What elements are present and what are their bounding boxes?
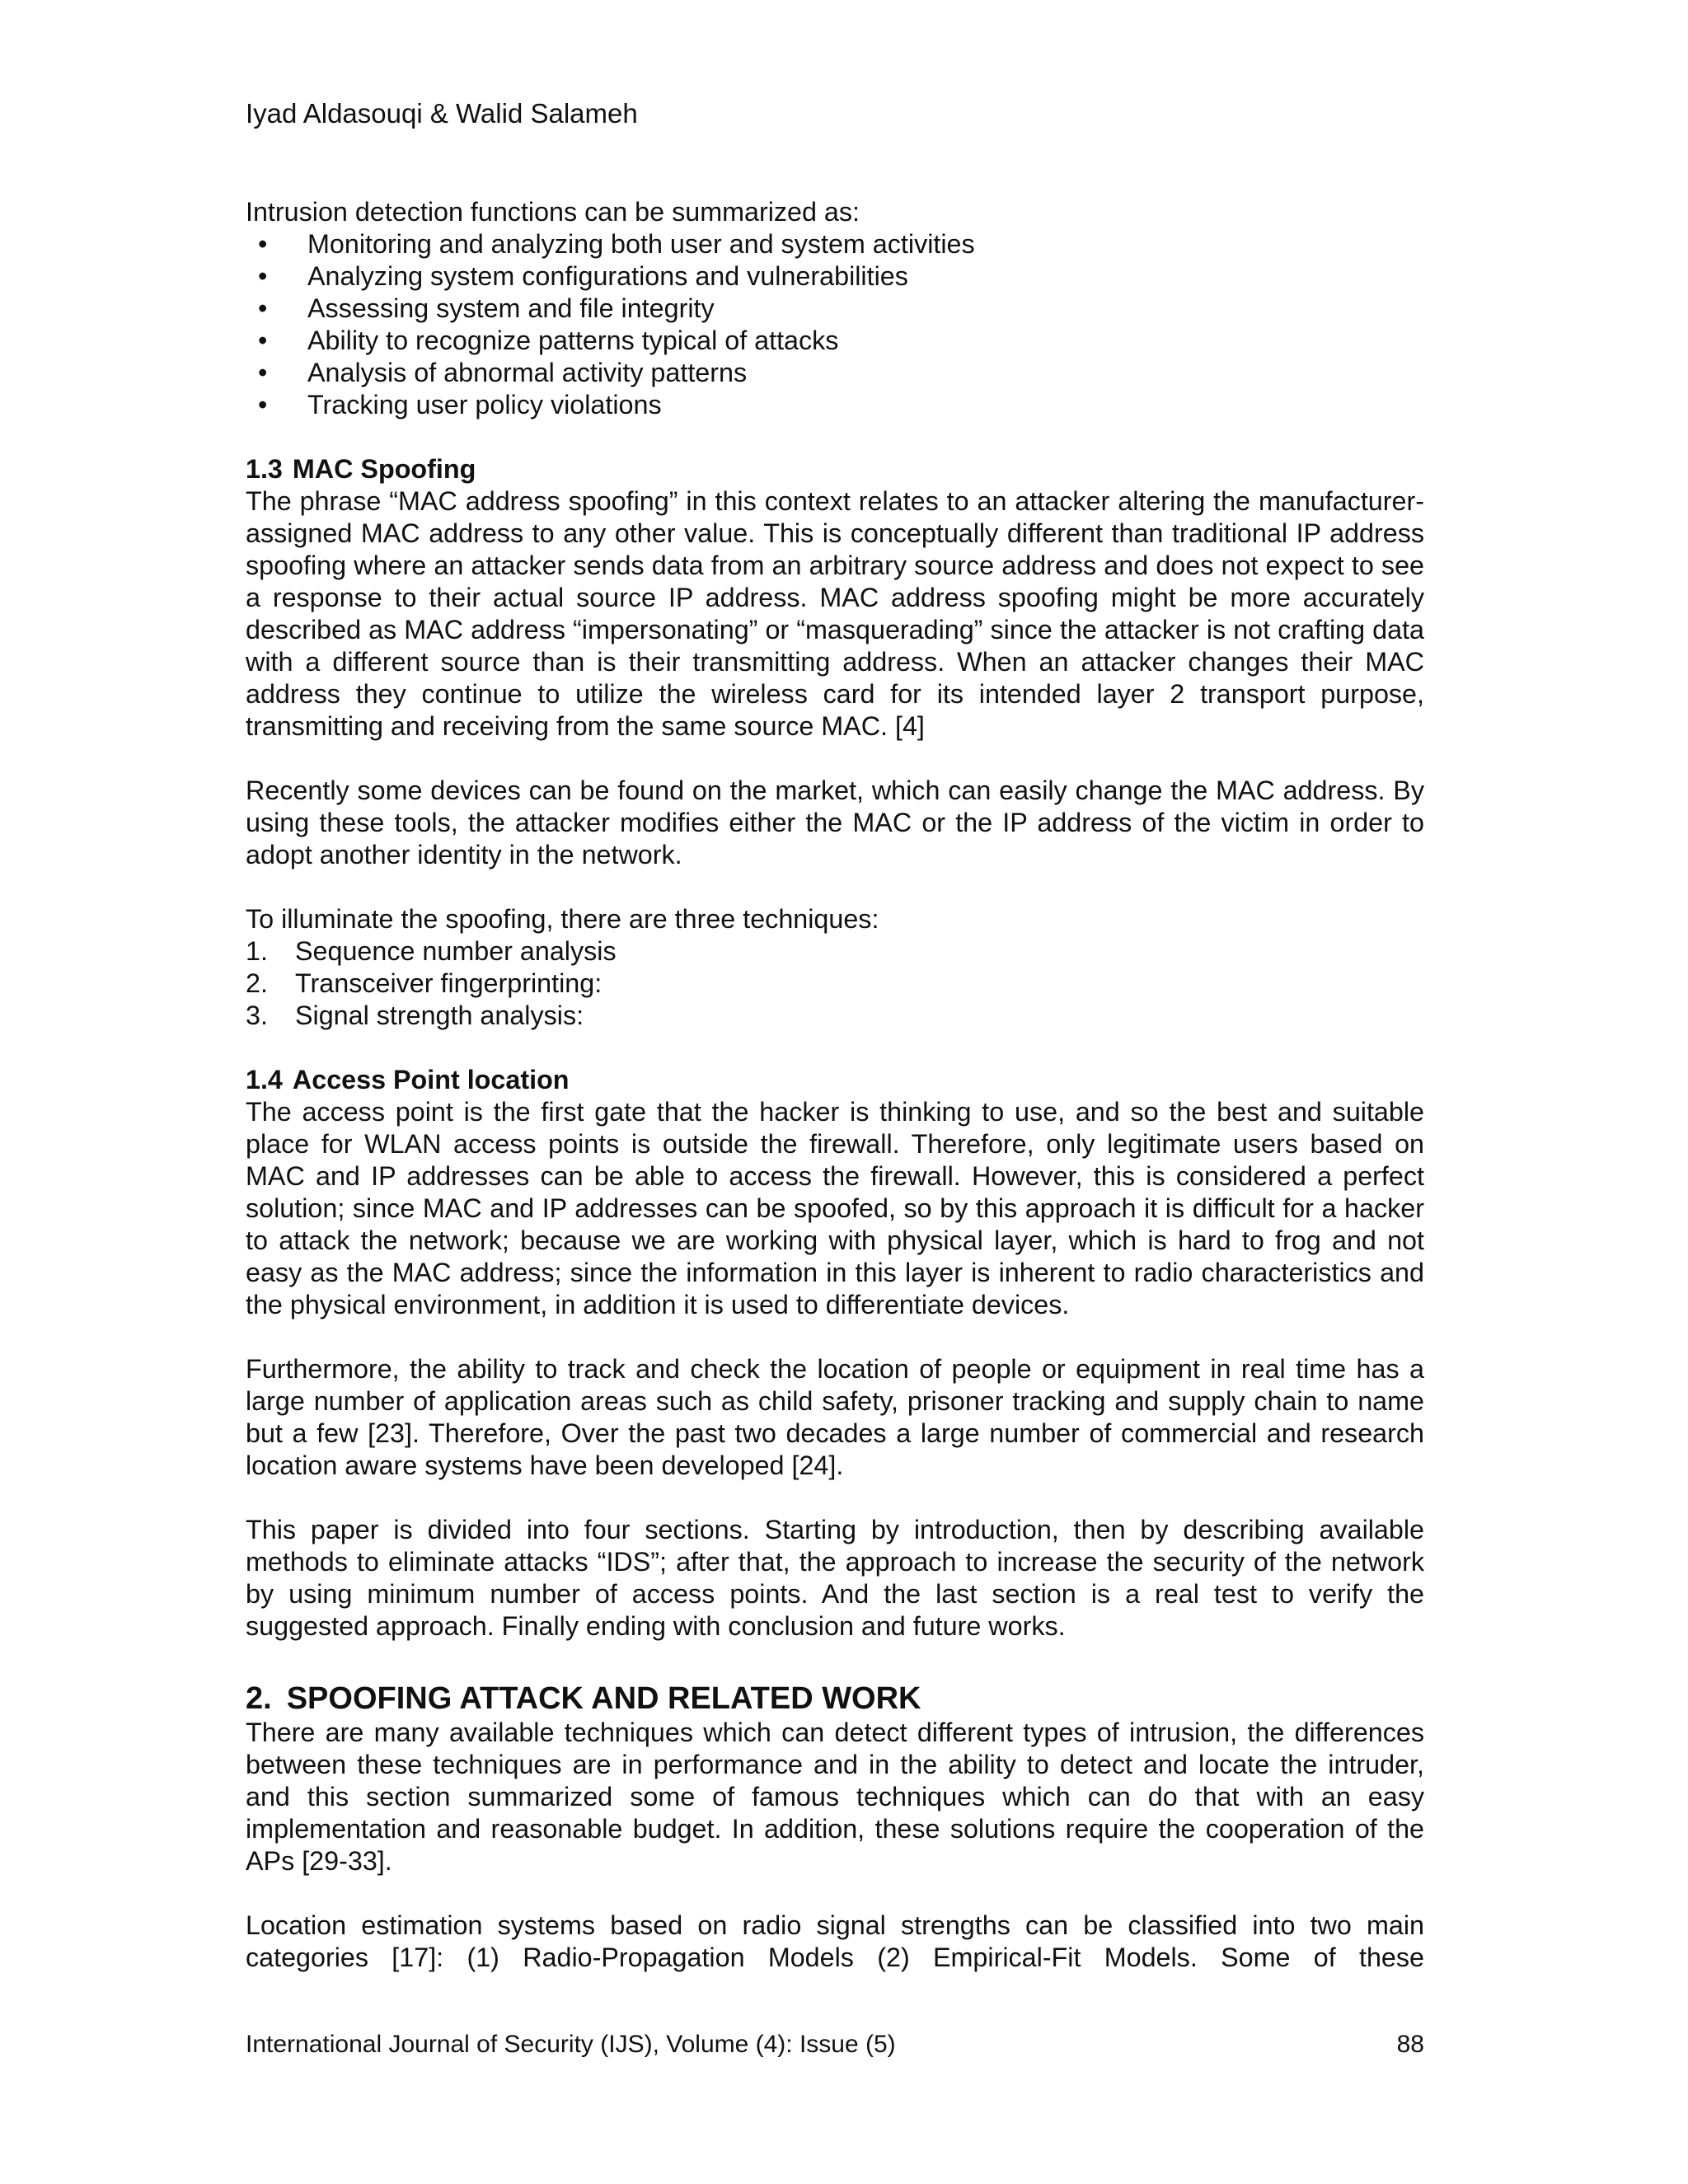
list-item xyxy=(246,935,1424,968)
section-title: MAC Spoofing xyxy=(292,454,476,484)
bullet-icon: • xyxy=(258,229,268,259)
paragraph: There are many available techniques which can detect different types of intrusion, the differences between these techniques are in performance and in the ability to detect and locate the intruder, and this section summarized some of famous techniques which can do that with an easy implementation and reasonable budget. In addition, these solutions require the cooperation of the APs [29-33]. xyxy=(246,1718,1424,1876)
list-item xyxy=(246,1000,1424,1032)
section-number: 1.4 xyxy=(246,1065,283,1094)
section-number: 1.3 xyxy=(246,454,283,484)
section-title: Access Point location xyxy=(292,1065,570,1094)
paragraph: The access point is the first gate that the hacker is thinking to use, and so the best and suitable place for WLAN access points is outside the firewall. Therefore, only legitimate users based on MAC and IP addresses can be able to access the firewall. However, this is considered a perfect solution; since MAC and IP addresses can be spoofed, so by this approach it is difficult for a hacker to attack the network; because we are working with physical layer, which is hard to frog and not easy as the MAC address; since the information in this layer is inherent to radio characteristics and the physical environment, in addition it is used to differentiate devices. xyxy=(246,1097,1424,1319)
list-item-text: Tracking user policy violations xyxy=(307,390,662,419)
section-heading-1-4 xyxy=(246,1064,1424,1096)
list-item xyxy=(246,260,1424,293)
spoofing-techniques-list xyxy=(246,935,1424,1032)
section-heading-2 xyxy=(246,1680,1424,1717)
bullet-icon: • xyxy=(258,261,268,291)
bullet-icon: • xyxy=(258,293,268,323)
bullet-icon: • xyxy=(258,358,268,387)
bullet-icon: • xyxy=(258,390,268,419)
section-title: SPOOFING ATTACK AND RELATED WORK xyxy=(286,1681,921,1716)
body-text xyxy=(246,196,1424,1974)
list-item xyxy=(246,325,1424,357)
list-item-text: Assessing system and file integrity xyxy=(307,293,715,323)
paragraph: To illuminate the spoofing, there are three techniques: xyxy=(246,904,879,934)
paragraph: Recently some devices can be found on the market, which can easily change the MAC address. By using these tools, the attacker modifies either the MAC or the IP address of the victim in order to adopt another identity in the network. xyxy=(246,776,1424,869)
list-item xyxy=(246,968,1424,1000)
list-item-text: Monitoring and analyzing both user and system activities xyxy=(307,229,975,259)
list-item-text: Ability to recognize patterns typical of attacks xyxy=(307,326,839,355)
list-item xyxy=(246,228,1424,260)
journal-citation: International Journal of Security (IJS), Volume (4): Issue (5) xyxy=(246,2031,896,2058)
list-item xyxy=(246,389,1424,421)
paragraph: Furthermore, the ability to track and check the location of people or equipment in real time has a large number of application areas such as child safety, prisoner tracking and supply chain to name but a few [23]. Therefore, Over the past two decades a large number of commercial and research location aware systems have been developed [24]. xyxy=(246,1354,1424,1480)
page-number: 88 xyxy=(1396,2031,1424,2058)
list-item-text: Transceiver fingerprinting: xyxy=(295,968,603,998)
paragraph: This paper is divided into four sections. Starting by introduction, then by describing available methods to eliminate attacks “IDS”; after that, the approach to increase the security of the network by using minimum number of access points. And the last section is a real test to verify the suggested approach. Finally ending with conclusion and future works. xyxy=(246,1515,1424,1641)
paragraph: Location estimation systems based on radio signal strengths can be classified into two main categories [17]: (1) Radio-Propagation Models (2) Empirical-Fit Models. Some of these xyxy=(246,1910,1424,1972)
list-item-text: Signal strength analysis: xyxy=(295,1001,584,1030)
section-heading-1-3 xyxy=(246,453,1424,485)
intrusion-functions-list xyxy=(246,228,1424,421)
paragraph: The phrase “MAC address spoofing” in this context relates to an attacker altering the manufacturer-assigned MAC address to any other value. This is conceptually different than traditional IP address spoofing where an attacker sends data from an arbitrary source address and does not expect to see a response to their actual source IP address. MAC address spoofing might be more accurately described as MAC address “impersonating” or “masquerading” since the attacker is not crafting data with a different source than is their transmitting address. When an attacker changes their MAC address they continue to utilize the wireless card for its intended layer 2 transport purpose, transmitting and receiving from the same source MAC. [4] xyxy=(246,486,1424,741)
list-number: 3. xyxy=(246,1001,268,1030)
running-header-authors: Iyad Aldasouqi & Walid Salameh xyxy=(246,98,638,129)
section-number: 2. xyxy=(246,1681,272,1716)
list-item-text: Analysis of abnormal activity patterns xyxy=(307,358,748,387)
list-item-text: Analyzing system configurations and vulnerabilities xyxy=(307,261,908,291)
bullet-icon: • xyxy=(258,326,268,355)
list-number: 1. xyxy=(246,936,268,966)
list-item xyxy=(246,293,1424,325)
intro-lead: Intrusion detection functions can be summarized as: xyxy=(246,197,860,227)
list-item xyxy=(246,357,1424,389)
list-number: 2. xyxy=(246,968,268,998)
list-item-text: Sequence number analysis xyxy=(295,936,617,966)
